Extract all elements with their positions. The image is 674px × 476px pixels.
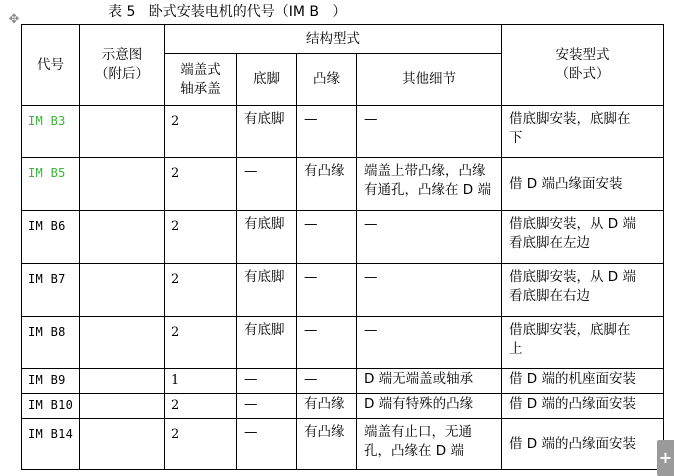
code-text: IM B10 — [28, 398, 74, 412]
header-structure: 结构型式 — [165, 25, 502, 54]
row-endcap: 1 — [165, 369, 237, 394]
row-feet: — — [237, 158, 297, 211]
row-endcap: 2 — [165, 158, 237, 211]
table-row — [22, 317, 664, 369]
code-text: IM B8 — [28, 325, 66, 339]
add-plus-icon[interactable]: + — [657, 440, 674, 476]
row-code[interactable] — [22, 158, 80, 211]
move-handle-icon[interactable]: ✥ — [8, 12, 20, 27]
row-mounting: 借底脚安装，从 D 端 看底脚在右边 — [502, 264, 664, 317]
table-row — [22, 106, 664, 158]
row-feet: 有底脚 — [237, 211, 297, 264]
row-flange: 有凸缘 — [297, 394, 357, 419]
row-diagram — [80, 317, 165, 369]
row-other: — — [357, 211, 502, 264]
row-flange: — — [297, 106, 357, 158]
row-code — [22, 264, 80, 317]
table-row — [22, 369, 664, 394]
row-other: 端盖有止口，无通 孔，凸缘在 D 端 — [357, 419, 502, 470]
row-feet: 有底脚 — [237, 264, 297, 317]
table-row — [22, 394, 664, 419]
row-code[interactable] — [22, 106, 80, 158]
row-endcap: 2 — [165, 419, 237, 470]
header-other: 其他细节 — [357, 54, 502, 106]
table-row — [22, 158, 664, 211]
row-other: 端盖上带凸缘，凸缘 有通孔，凸缘在 D 端 — [357, 158, 502, 211]
row-mounting: 借底脚安装，底脚在 下 — [502, 106, 664, 158]
row-code — [22, 369, 80, 394]
row-other: — — [357, 317, 502, 369]
row-flange: 有凸缘 — [297, 419, 357, 470]
row-code — [22, 394, 80, 419]
table-row — [22, 419, 664, 470]
row-mounting: 借 D 端的凸缘面安装 — [502, 394, 664, 419]
table-caption: 表 5 卧式安装电机的代号（IM B ） — [108, 4, 347, 20]
row-flange: — — [297, 211, 357, 264]
row-flange: — — [297, 264, 357, 317]
row-mounting: 借 D 端的凸缘面安装 — [502, 419, 664, 470]
code-text: IM B14 — [28, 427, 74, 441]
code-link[interactable]: IM B5 — [28, 166, 66, 180]
row-diagram — [80, 106, 165, 158]
row-mounting: 借 D 端的机座面安装 — [502, 369, 664, 394]
row-mounting: 借 D 端凸缘面安装 — [502, 158, 664, 211]
code-link[interactable]: IM B3 — [28, 114, 66, 128]
row-flange: — — [297, 369, 357, 394]
code-text: IM B9 — [28, 373, 66, 387]
row-other: D 端有特殊的凸缘 — [357, 394, 502, 419]
row-other: D 端无端盖或轴承 — [357, 369, 502, 394]
row-other: — — [357, 106, 502, 158]
row-endcap: 2 — [165, 264, 237, 317]
code-text: IM B6 — [28, 219, 66, 233]
row-diagram — [80, 419, 165, 470]
header-diagram: 示意图 （附后） — [80, 25, 165, 106]
row-flange: — — [297, 317, 357, 369]
row-other: — — [357, 264, 502, 317]
row-feet: — — [237, 394, 297, 419]
table-row — [22, 264, 664, 317]
row-diagram — [80, 211, 165, 264]
header-feet: 底脚 — [237, 54, 297, 106]
table-row — [22, 211, 664, 264]
row-diagram — [80, 158, 165, 211]
row-feet: 有底脚 — [237, 317, 297, 369]
motor-code-table — [21, 24, 664, 470]
row-endcap: 2 — [165, 106, 237, 158]
row-feet: — — [237, 369, 297, 394]
row-diagram — [80, 369, 165, 394]
header-code: 代号 — [22, 25, 80, 106]
header-mounting: 安装型式 （卧式） — [502, 25, 664, 106]
header-endcap: 端盖式 轴承盖 — [165, 54, 237, 106]
row-diagram — [80, 264, 165, 317]
row-mounting: 借底脚安装，从 D 端 看底脚在左边 — [502, 211, 664, 264]
row-feet: 有底脚 — [237, 106, 297, 158]
row-code — [22, 419, 80, 470]
row-flange: 有凸缘 — [297, 158, 357, 211]
row-feet: — — [237, 419, 297, 470]
row-endcap: 2 — [165, 317, 237, 369]
header-flange: 凸缘 — [297, 54, 357, 106]
row-code — [22, 211, 80, 264]
code-text: IM B7 — [28, 272, 66, 286]
row-endcap: 2 — [165, 394, 237, 419]
row-code — [22, 317, 80, 369]
row-mounting: 借底脚安装，底脚在 上 — [502, 317, 664, 369]
header-row-1 — [22, 25, 664, 54]
row-diagram — [80, 394, 165, 419]
row-endcap: 2 — [165, 211, 237, 264]
